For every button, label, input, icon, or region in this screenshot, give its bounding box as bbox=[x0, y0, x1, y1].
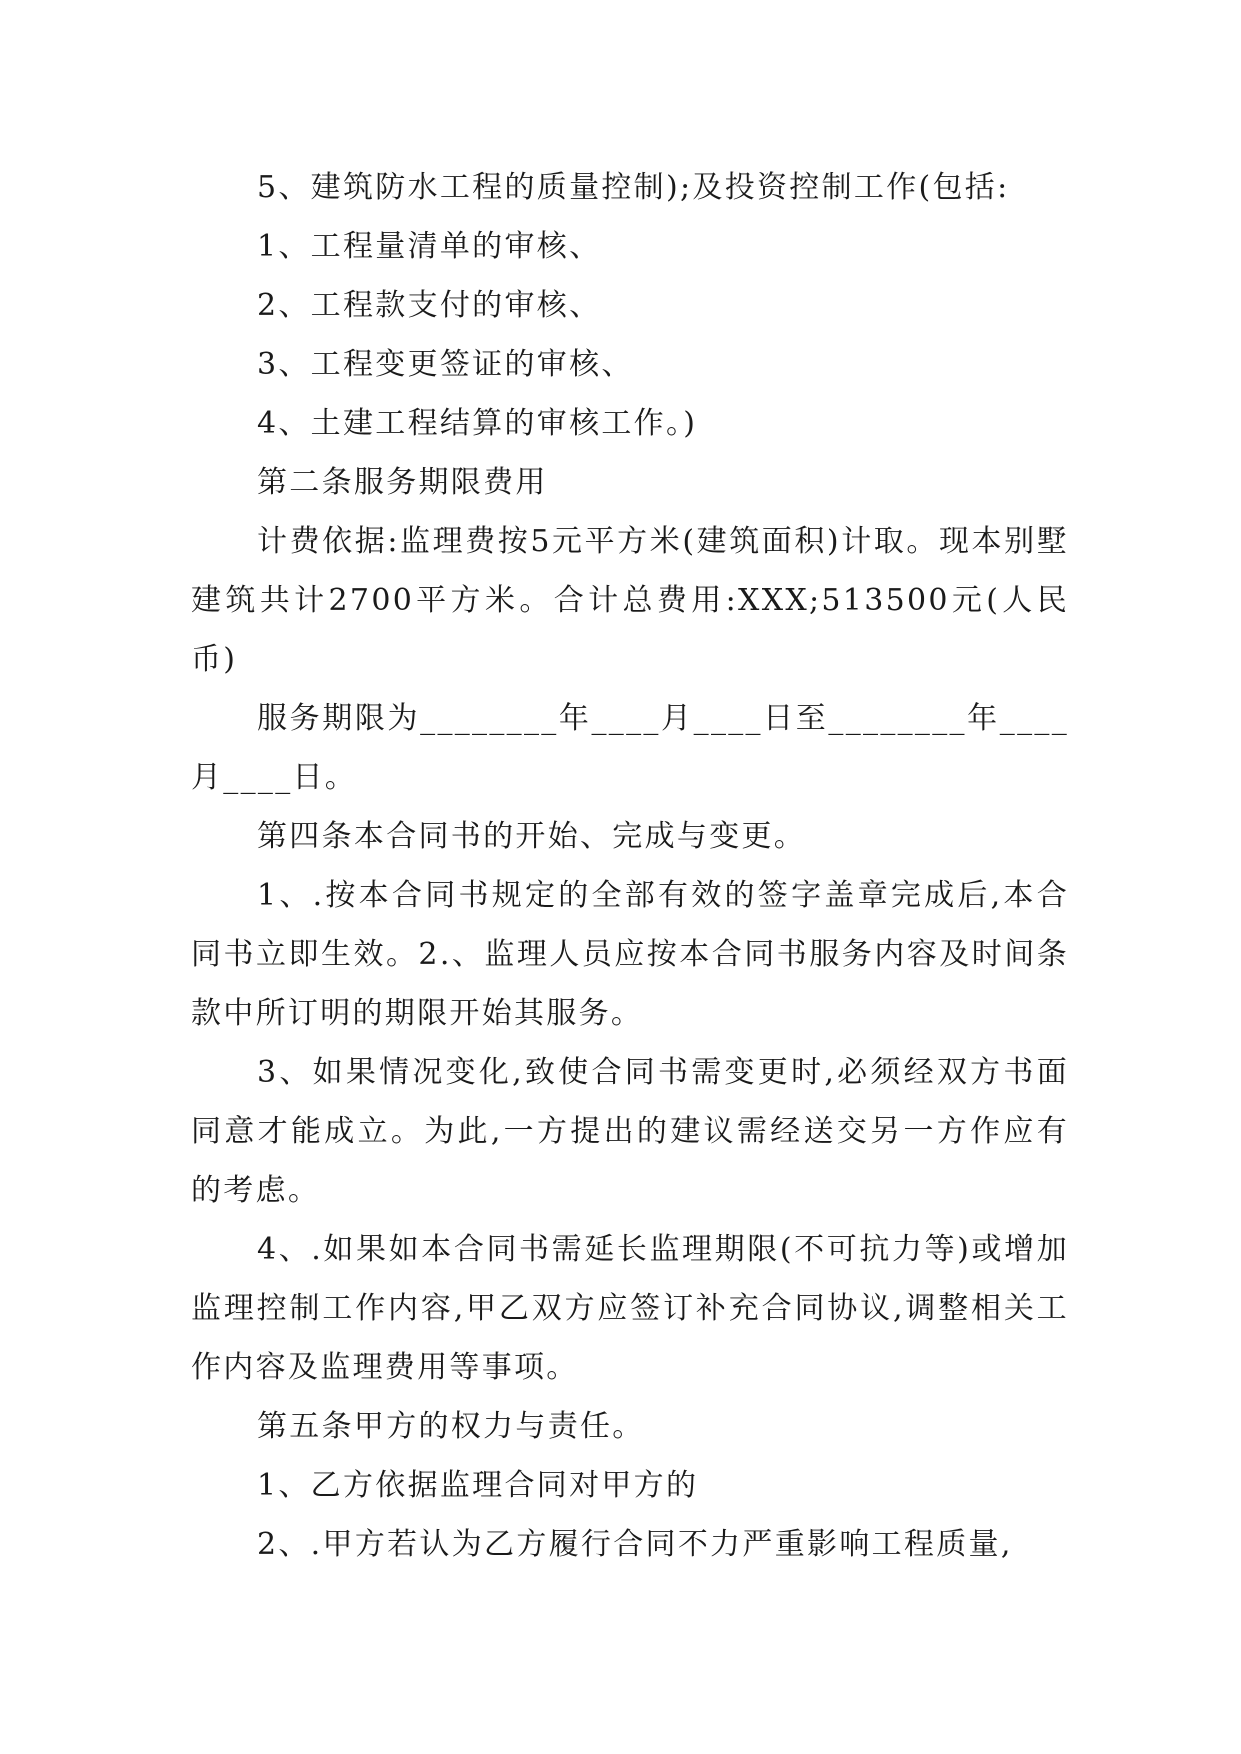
paragraph-item-settlement-review: 4、土建工程结算的审核工作。) bbox=[257, 406, 698, 441]
paragraph-item-change-review: 3、工程变更签证的审核、 bbox=[257, 347, 634, 382]
heading-article-5: 第五条甲方的权力与责任。 bbox=[257, 1409, 645, 1444]
heading-article-4: 第四条本合同书的开始、完成与变更。 bbox=[257, 819, 807, 854]
paragraph-contract-extension: 4、.如果如本合同书需延长监理期限(不可抗力等)或增加监理控制工作内容,甲乙双方应签订补充合同协议,调整相关工作内容及监理费用等事项。 bbox=[191, 1232, 1069, 1385]
paragraph-item-payment-review: 2、工程款支付的审核、 bbox=[257, 288, 602, 323]
paragraph-item-bill-of-quantities: 1、工程量清单的审核、 bbox=[257, 229, 602, 264]
paragraph-service-period: 服务期限为________年____月____日至________年____月____日。 bbox=[191, 701, 1069, 795]
paragraph-waterproof-quality: 5、建筑防水工程的质量控制);及投资控制工作(包括: bbox=[257, 170, 1010, 205]
paragraph-contract-effective: 1、.按本合同书规定的全部有效的签字盖章完成后,本合同书立即生效。2.、监理人员应按本合同书服务内容及时间条款中所订明的期限开始其服务。 bbox=[191, 878, 1069, 1031]
paragraph-contract-change: 3、如果情况变化,致使合同书需变更时,必须经双方书面同意才能成立。为此,一方提出的建议需经送交另一方作应有的考虑。 bbox=[191, 1055, 1069, 1208]
paragraph-party-a-item-1: 1、乙方依据监理合同对甲方的 bbox=[257, 1468, 699, 1503]
paragraph-party-a-item-2: 2、.甲方若认为乙方履行合同不力严重影响工程质量, bbox=[257, 1527, 1013, 1562]
paragraph-fee-basis: 计费依据:监理费按5元平方米(建筑面积)计取。现本别墅建筑共计2700平方米。合计总费用:XXX;513500元(人民币) bbox=[191, 524, 1069, 677]
document-body bbox=[191, 158, 1069, 1574]
heading-article-2: 第二条服务期限费用 bbox=[257, 465, 548, 500]
